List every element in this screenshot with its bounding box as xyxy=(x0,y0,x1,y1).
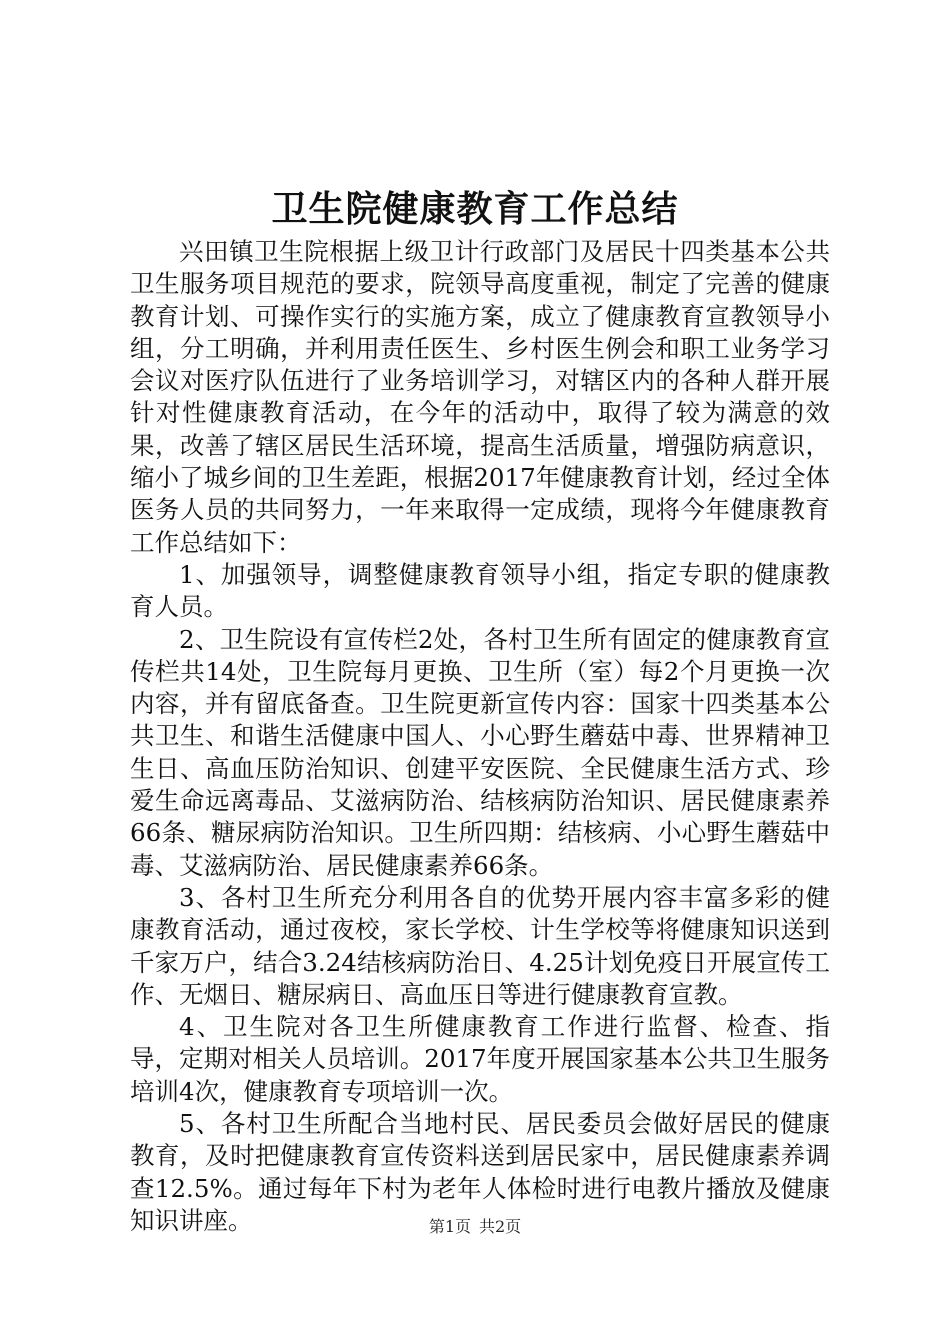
paragraph-item-2: 2、卫生院设有宣传栏2处，各村卫生所有固定的健康教育宣传栏共14处，卫生院每月更换、卫生所（室）每2个月更换一次内容，并有留底备查。卫生院更新宣传内容：国家十四类基本公共卫生、和谐生活健康中国人、小心野生蘑菇中毒、世界精神卫生日、高血压防治知识、创建平安医院、全民健康生活方式、珍爱生命远离毒品、艾滋病防治、结核病防治知识、居民健康素养66条、糖尿病防治知识。卫生所四期：结核病、小心野生蘑菇中毒、艾滋病防治、居民健康素养66条。 xyxy=(130,624,830,880)
page-footer xyxy=(0,1217,950,1237)
paragraph-item-4: 4、卫生院对各卫生所健康教育工作进行监督、检查、指导，定期对相关人员培训。2017年度开展国家基本公共卫生服务培训4次，健康教育专项培训一次。 xyxy=(130,1012,830,1106)
document-body xyxy=(130,236,830,1237)
page-number: 第1页 xyxy=(428,1217,471,1236)
paragraph-intro: 兴田镇卫生院根据上级卫计行政部门及居民十四类基本公共卫生服务项目规范的要求，院领导高度重视，制定了完善的健康教育计划、可操作实行的实施方案，成立了健康教育宣教领导小组，分工明确，并利用责任医生、乡村医生例会和职工业务学习会议对医疗队伍进行了业务培训学习，对辖区内的各种人群开展针对性健康教育活动，在今年的活动中，取得了较为满意的效果，改善了辖区居民生活环境，提高生活质量，增强防病意识，缩小了城乡间的卫生差距，根据2017年健康教育计划，经过全体医务人员的共同努力，一年来取得一定成绩，现将今年健康教育工作总结如下： xyxy=(130,237,830,557)
page-total: 共2页 xyxy=(479,1217,522,1236)
paragraph-item-5: 5、各村卫生所配合当地村民、居民委员会做好居民的健康教育，及时把健康教育宣传资料送到居民家中，居民健康素养调查12.5%。通过每年下村为老年人体检时进行电教片播放及健康知识讲座。 xyxy=(130,1109,830,1235)
paragraph-item-1: 1、加强领导，调整健康教育领导小组，指定专职的健康教育人员。 xyxy=(130,559,830,622)
paragraph-item-3: 3、各村卫生所充分利用各自的优势开展内容丰富多彩的健康教育活动，通过夜校，家长学校、计生学校等将健康知识送到千家万户，结合3.24结核病防治日、4.25计划免疫日开展宣传工作、无烟日、糖尿病日、高血压日等进行健康教育宣教。 xyxy=(130,882,830,1009)
document-title: 卫生院健康教育工作总结 xyxy=(271,188,679,230)
